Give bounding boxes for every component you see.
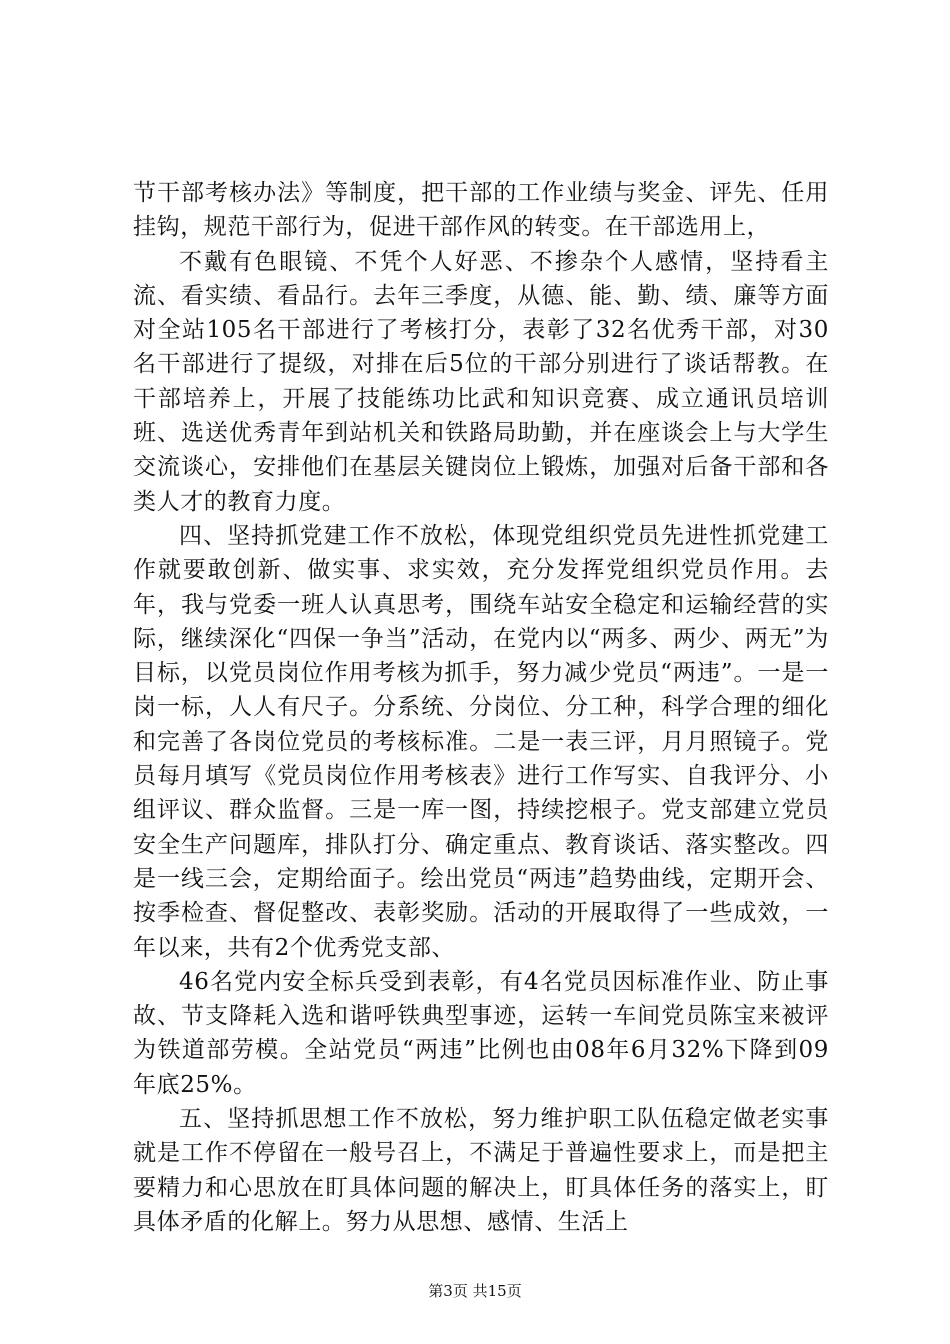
paragraph-4: 46名党内安全标兵受到表彰，有4名党员因标准作业、防止事故、节支降耗入选和谐呼铁典型事迹，运转一车间党员陈宝来被评为铁道部劳模。全站党员“两违”比例也由08年6月32%下降到09年底25%。 (133, 968, 829, 1098)
document-body (133, 176, 829, 1239)
paragraph-2: 不戴有色眼镜、不凭个人好恶、不掺杂个人感情，坚持看主流、看实绩、看品行。去年三季度，从德、能、勤、绩、廉等方面对全站105名干部进行了考核打分，表彰了32名优秀干部，对30名干部进行了提级，对排在后5位的干部分别进行了谈话帮教。在干部培养上，开展了技能练功比武和知识竞赛、成立通讯员培训班、选送优秀青年到站机关和铁路局助勤，并在座谈会上与大学生交流谈心，安排他们在基层关键岗位上锻炼，加强对后备干部和各类人才的教育力度。 (133, 248, 829, 515)
paragraph-3: 四、坚持抓党建工作不放松，体现党组织党员先进性抓党建工作就要敢创新、做实事、求实效，充分发挥党组织党员作用。去年，我与党委一班人认真思考，围绕车站安全稳定和运输经营的实际，继续深化“四保一争当”活动，在党内以“两多、两少、两无”为目标，以党员岗位作用考核为抓手，努力减少党员“两违”。一是一岗一标，人人有尺子。分系统、分岗位、分工种，科学合理的细化和完善了各岗位党员的考核标准。二是一表三评，月月照镜子。党员每月填写《党员岗位作用考核表》进行工作写实、自我评分、小组评议、群众监督。三是一库一图，持续挖根子。党支部建立党员安全生产问题库，排队打分、确定重点、教育谈话、落实整改。四是一线三会，定期给面子。绘出党员“两违”趋势曲线，定期开会、按季检查、督促整改、表彰奖励。活动的开展取得了一些成效，一年以来，共有2个优秀党支部、 (133, 522, 829, 961)
page-number-footer: 第3页 共15页 (428, 1282, 522, 1300)
paragraph-5: 五、坚持抓思想工作不放松，努力维护职工队伍稳定做老实事就是工作不停留在一般号召上，不满足于普遍性要求上，而是把主要精力和心思放在盯具体问题的解决上，盯具体任务的落实上，盯具体矛盾的化解上。努力从思想、感情、生活上 (133, 1106, 829, 1235)
paragraph-1: 节干部考核办法》等制度，把干部的工作业绩与奖金、评先、任用挂钩，规范干部行为，促进干部作风的转变。在干部选用上， (133, 180, 829, 241)
